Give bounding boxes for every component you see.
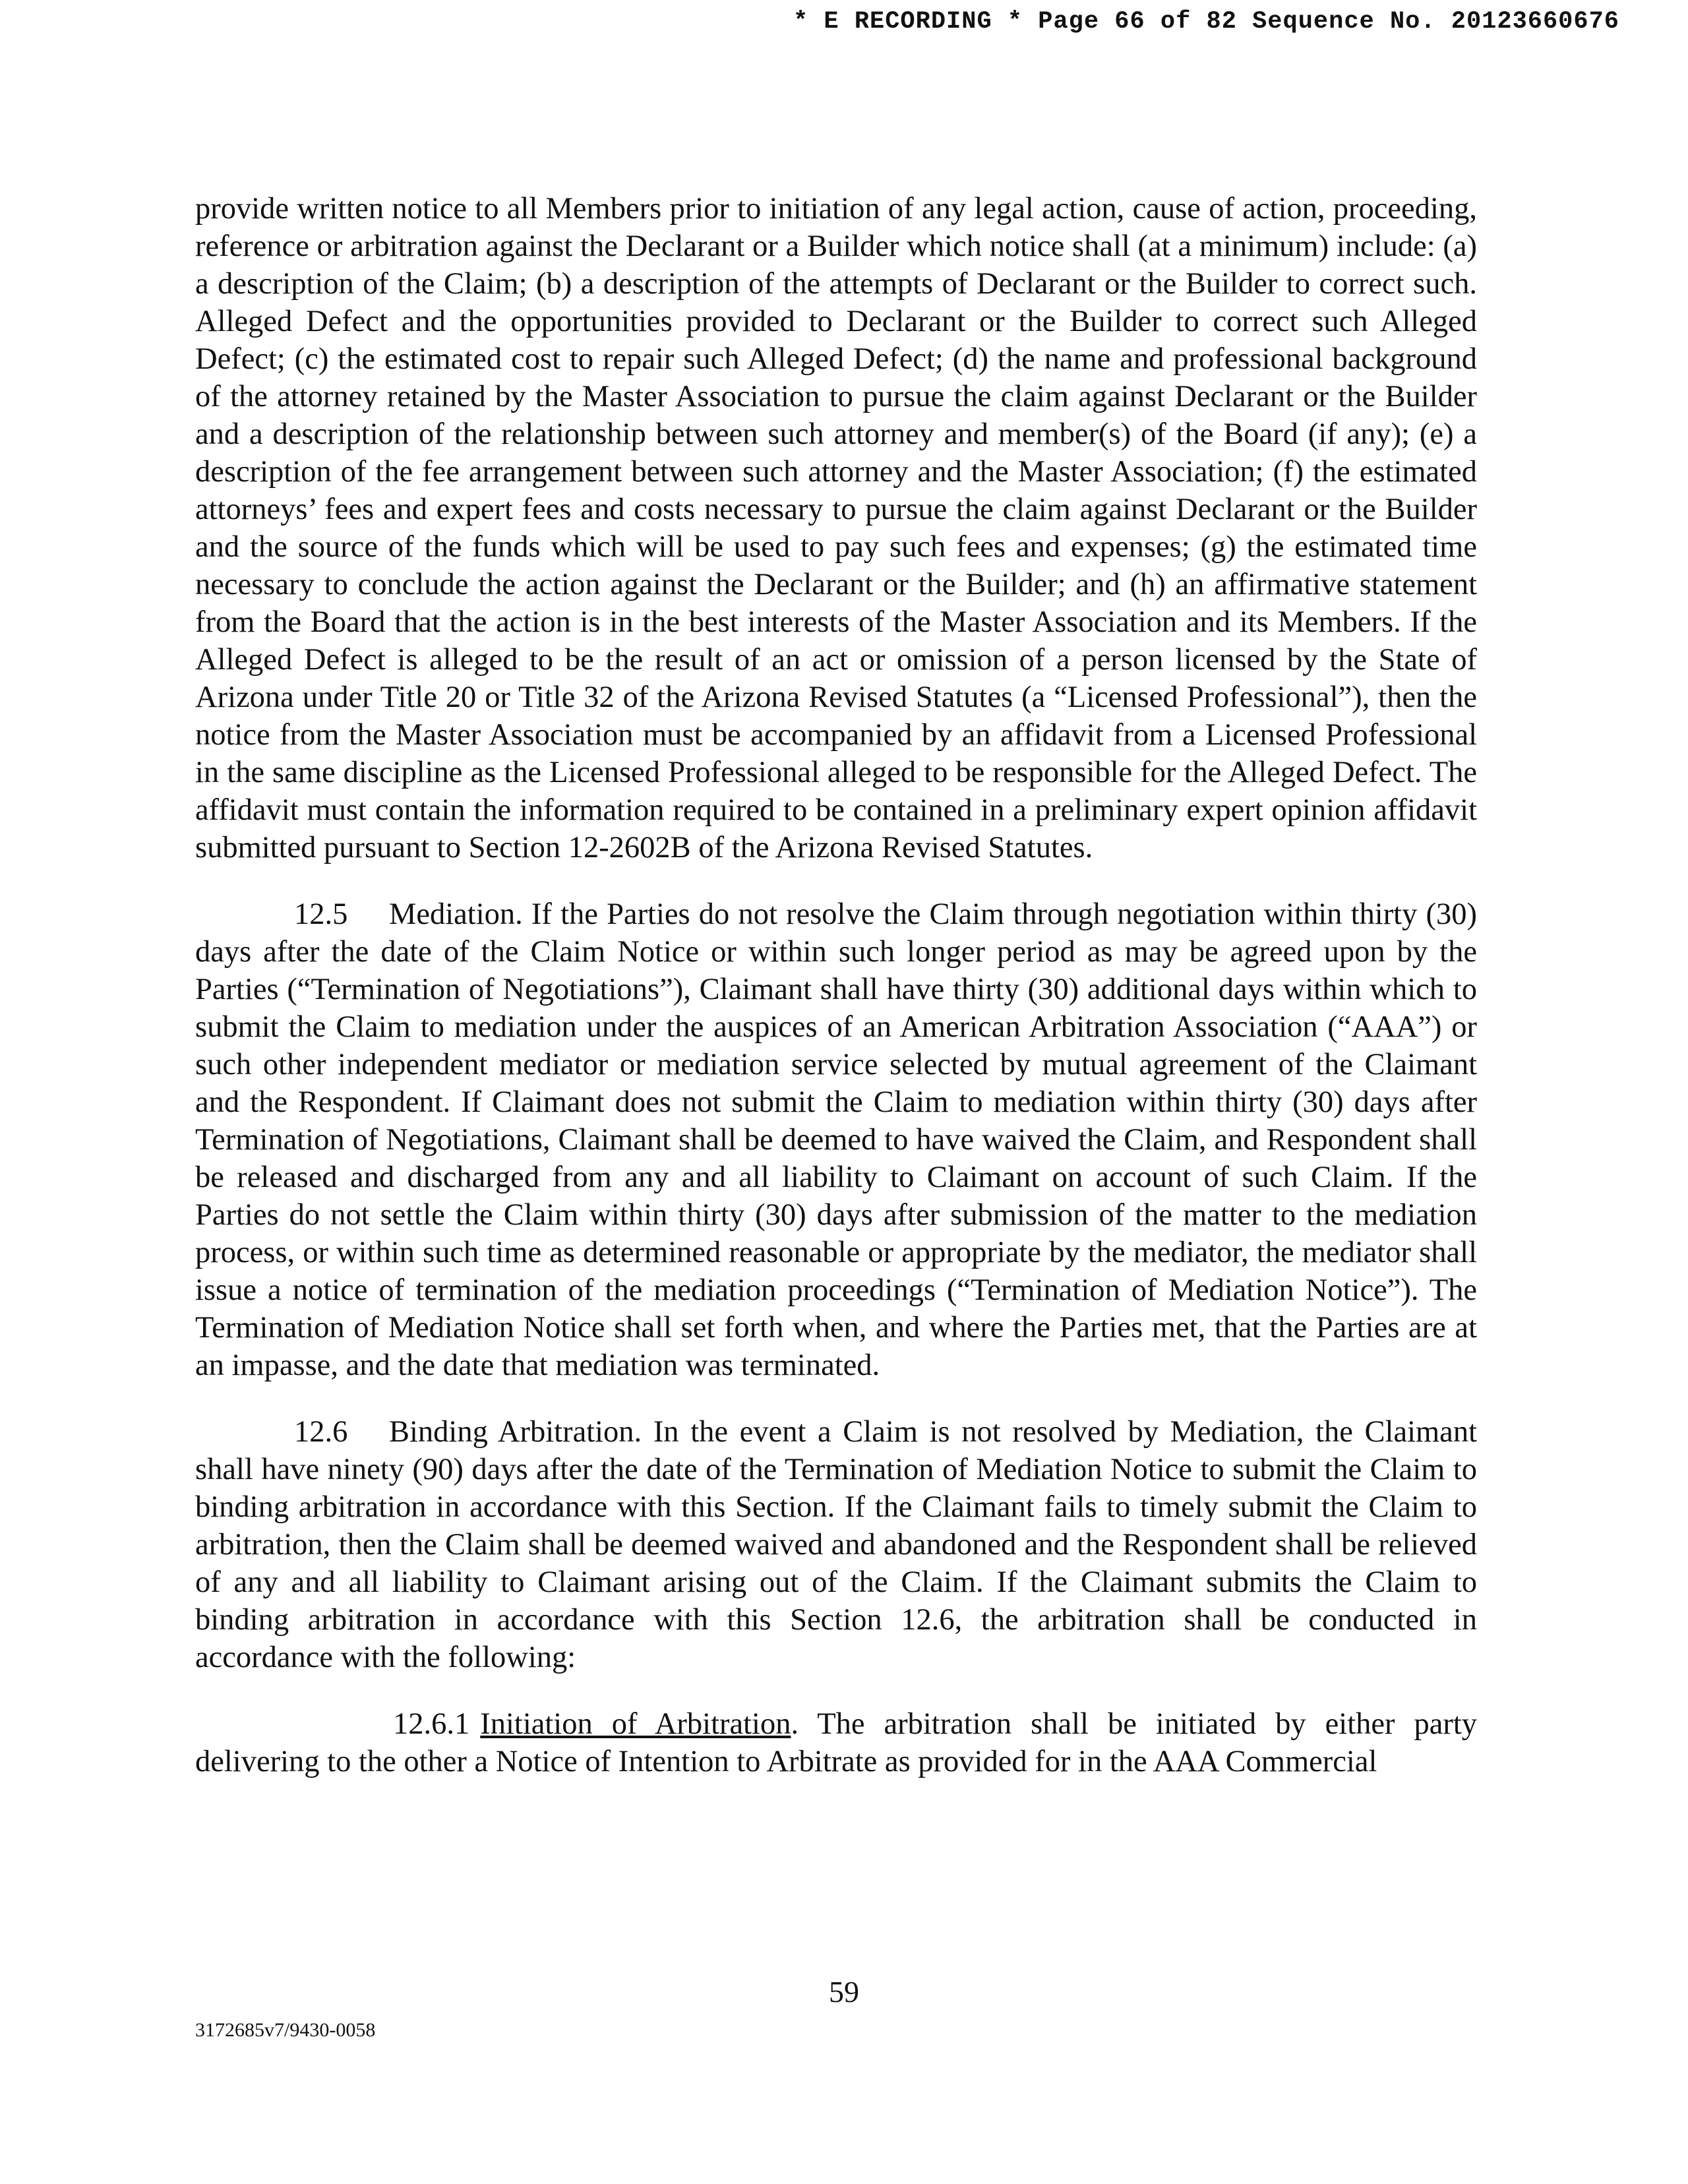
section-number: 12.6.1	[393, 1707, 470, 1741]
paragraph-notice-continued: provide written notice to all Members prior to initiation of any legal action, cause of action, proceeding, reference or arbitration against the Declarant or a Builder which notice shall (at a minimum) include: (a) a description of the Claim; (b) a description of the attempts of Declarant or the Builder to correct such. Alleged Defect and the opportunities provided to Declarant or the Builder to correct such Alleged Defect; (c) the estimated cost to repair such Alleged Defect; (d) the name and professional background of the attorney retained by the Master Association to pursue the claim against Declarant or the Builder and a description of the relationship between such attorney and member(s) of the Board (if any); (e) a description of the fee arrangement between such attorney and the Master Association; (f) the estimated attorneys’ fees and expert fees and costs necessary to pursue the claim against Declarant or the Builder and the source of the funds which will be used to pay such fees and expenses; (g) the estimated time necessary to conclude the action against the Declarant or the Builder; and (h) an affirmative statement from the Board that the action is in the best interests of the Master Association and its Members. If the Alleged Defect is alleged to be the result of an act or omission of a person licensed by the State of Arizona under Title 20 or Title 32 of the Arizona Revised Statutes (a “Licensed Professional”), then the notice from the Master Association must be accompanied by an affidavit from a Licensed Professional in the same discipline as the Licensed Professional alleged to be responsible for the Alleged Defect. The affidavit must contain the information required to be contained in a preliminary expert opinion affidavit submitted pursuant to Section 12-2602B of the Arizona Revised Statutes.	[195, 192, 1477, 864]
section-12-6-1	[195, 1705, 1477, 1780]
section-12-6	[195, 1413, 1477, 1676]
section-12-5	[195, 895, 1477, 1384]
page-number: 59	[829, 1975, 859, 2009]
document-id: 3172685v7/9430-0058	[195, 2019, 376, 2041]
recording-header: * E RECORDING * Page 66 of 82 Sequence No. 20123660676	[793, 8, 1619, 36]
section-number: 12.6	[294, 1415, 348, 1449]
section-title: Initiation of Arbitration	[480, 1707, 791, 1741]
document-body	[195, 190, 1477, 1809]
section-text: . The arbitration shall be initiated by either party delivering to the other a Notice of Intention to Arbitrate as provided for in the AAA Commercial	[195, 1707, 1478, 1778]
section-text: Mediation. If the Parties do not resolve the Claim through negotiation within thirty (30) days after the date of the Claim Notice or within such longer period as may be agreed upon by the Parties (“Termination of Negotiations”), Claimant shall have thirty (30) additional days within which to submit the Claim to mediation under the auspices of an American Arbitration Association (“AAA”) or such other independent mediator or mediation service selected by mutual agreement of the Claimant and the Respondent. If Claimant does not submit the Claim to mediation within thirty (30) days after Termination of Negotiations, Claimant shall be deemed to have waived the Claim, and Respondent shall be released and discharged from any and all liability to Claimant on account of such Claim. If the Parties do not settle the Claim within thirty (30) days after submission of the matter to the mediation process, or within such time as determined reasonable or appropriate by the mediator, the mediator shall issue a notice of termination of the mediation proceedings (“Termination of Mediation Notice”). The Termination of Mediation Notice shall set forth when, and where the Parties met, that the Parties are at an impasse, and the date that mediation was terminated.	[195, 897, 1477, 1382]
section-text: Binding Arbitration. In the event a Claim is not resolved by Mediation, the Claimant shall have ninety (90) days after the date of the Termination of Mediation Notice to submit the Claim to binding arbitration in accordance with this Section. If the Claimant fails to timely submit the Claim to arbitration, then the Claim shall be deemed waived and abandoned and the Respondent shall be relieved of any and all liability to Claimant arising out of the Claim. If the Claimant submits the Claim to binding arbitration in accordance with this Section 12.6, the arbitration shall be conducted in accordance with the following:	[195, 1415, 1477, 1674]
section-number: 12.5	[294, 897, 348, 931]
